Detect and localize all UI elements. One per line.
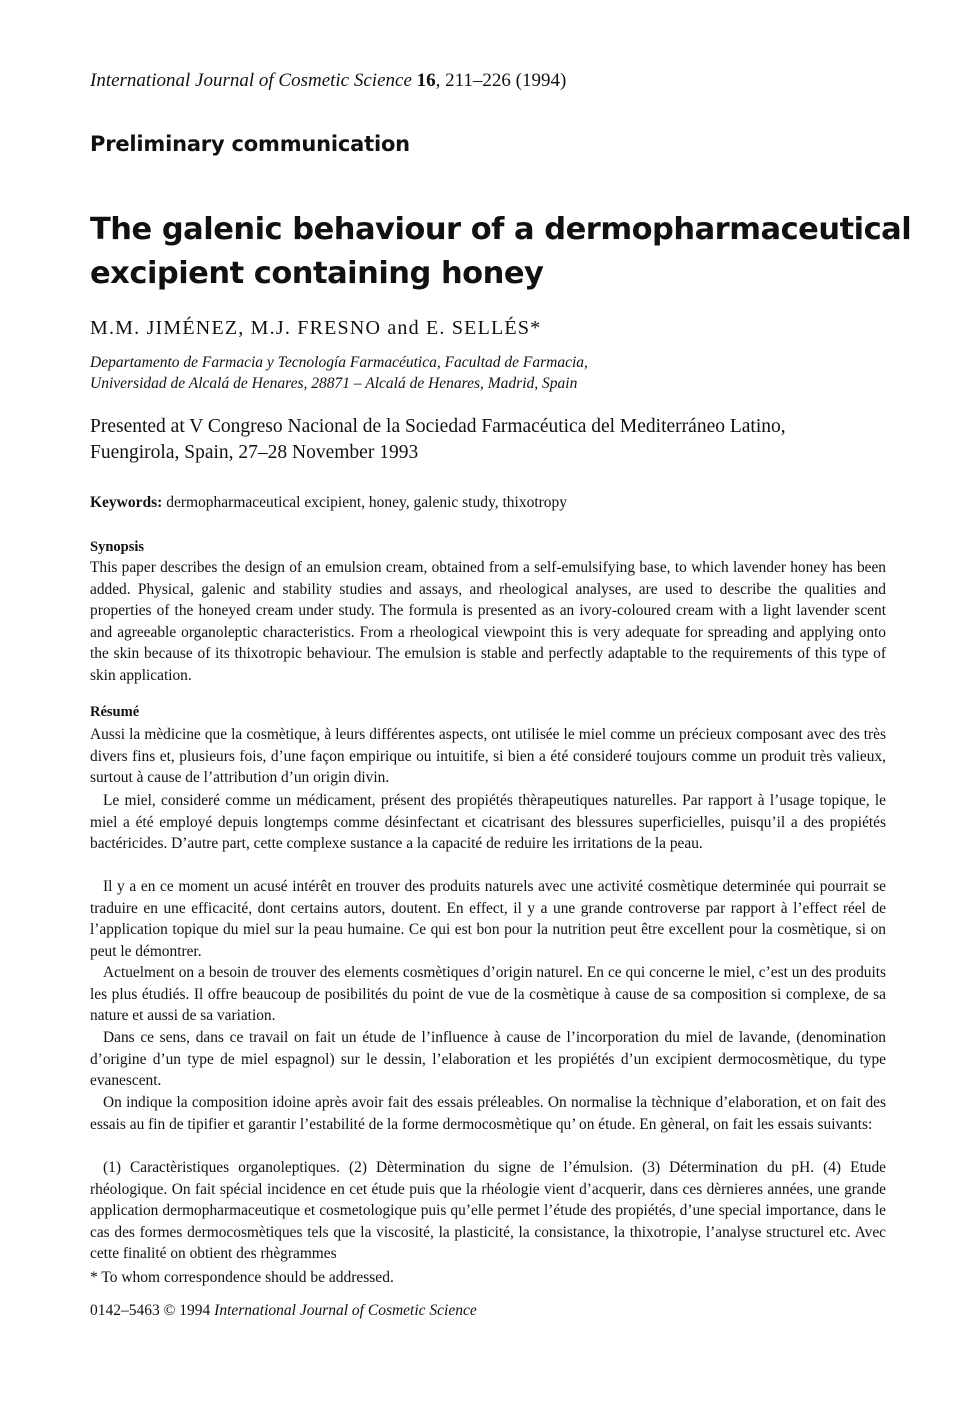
author-list: M.M. JIMÉNEZ, M.J. FRESNO and E. SELLÉS* xyxy=(90,317,542,339)
resume-paragraph: On indique la composition idoine après avoir fait des essais préleables. On normalise la tèchnique d’elaboration, et on fait des essais au fin de tipifier et garantir l’estabilité de la forme dermocosmètique qu’ on étude. En gèneral, on fait les essais suivants: xyxy=(90,1094,886,1133)
article-title-line: excipient containing honey xyxy=(90,256,544,291)
article-title-line: The galenic behaviour of a dermopharmaceutical xyxy=(90,212,912,247)
keywords-label: Keywords: xyxy=(90,494,163,511)
copyright-journal: International Journal of Cosmetic Science xyxy=(214,1302,477,1319)
journal-pages-year: , 211–226 (1994) xyxy=(435,70,567,91)
resume-heading: Résumé xyxy=(90,704,140,720)
resume-paragraph: (1) Caractèristiques organoleptiques. (2) Dètermination du signe de l’émulsion. (3) Détermination du pH. (4) Etude rhéologique. On fait spécial incidence en cet étude puis que la rhéologie vient d’acquerir, dans ces dèrnieres années, une grande application dermopharmaceutique et cosmetologique puis qu’elle permet l’étude des propiétés, d’une special importance, dans le cas des formes dermocosmètiques tels que la viscosité, la plasticité, la consistance, la thixotropie, l’analyse structurel etc. Avec cette finalité on obtient des rhègrammes xyxy=(90,1159,886,1263)
journal-volume: 16 xyxy=(416,70,436,91)
presented-line: Fuengirola, Spain, 27–28 November 1993 xyxy=(90,442,419,463)
copyright-line xyxy=(90,1302,477,1320)
journal-name: International Journal of Cosmetic Science xyxy=(90,70,412,91)
affiliation-line: Universidad de Alcalá de Henares, 28871 – Alcalá de Henares, Madrid, Spain xyxy=(90,375,578,392)
keywords xyxy=(90,494,567,512)
resume-paragraph: Le miel, consideré comme un médicament, présent des propiétés thèrapeutiques naturelles. Par rapport à l’usage topique, le miel a été employé depuis longtemps comme désinfectant et cicatrisant des blessures superficielles, puisqu’il a des propiétés bactéricides. D’autre part, cette complexe sustance a la capacité de reduire les irritations de la peau. xyxy=(90,792,886,853)
copyright-issn: 0142–5463 © 1994 xyxy=(90,1302,211,1319)
resume-paragraph: Aussi la mèdicine que la cosmètique, à leurs différentes aspects, ont utilisée le miel comme un précieux composant avec des très divers fins et, plusieurs fois, d’une façon empirique ou intuitife, si bien a été consideré toujours comme un produit très valieux, surtout à cause de l’attribution d’un origin divin. xyxy=(90,726,886,787)
journal-citation xyxy=(90,70,566,92)
synopsis-text: This paper describes the design of an emulsion cream, obtained from a self-emulsifying base, to which lavender honey has been added. Physical, galenic and stability studies and assays, and rheological analyses, are used to describe the qualities and properties of the honeyed cream under study. The formula is presented as an ivory-coloured cream with a light lavender scent and agreeable organoleptic characteristics. From a rheological viewpoint this is very adequate for spreading and applying onto the skin because of its thixotropic behaviour. The emulsion is stable and perfectly adaptable to the requirements of this type of skin application. xyxy=(90,559,886,684)
section-label: Preliminary communication xyxy=(90,132,410,156)
affiliation-line: Departamento de Farmacia y Tecnología Farmacéutica, Facultad de Farmacia, xyxy=(90,354,588,371)
affiliation xyxy=(90,352,588,394)
synopsis-heading: Synopsis xyxy=(90,539,145,555)
footnote: * To whom correspondence should be addressed. xyxy=(90,1269,394,1286)
resume-paragraph: Actuelment on a besoin de trouver des elements cosmètiques d’origin naturel. En ce qui concerne le miel, c’est un des produits les plus étudiés. Il offre beaucoup de posibilités du point de vue de la cosmètique à cause de sa composition si complexe, de sa nature et aussi de sa variation. xyxy=(90,964,886,1025)
resume-paragraph: Dans ce sens, dans ce travail on fait un étude de l’influence à cause de l’incorporation du miel de lavande, (denomination d’origine d’un type de miel espagnol) sur le dessin, l’elaboration et les propiétés d’un excipient dermocosmètique, du type evanescent. xyxy=(90,1029,886,1090)
resume-paragraph: Il y a en ce moment un acusé intérêt en trouver des produits naturels avec une activité cosmètique determinée qui pourrait se traduire en une efficacité, dont certains autors, doutent. En effect, il y a une grande controverse par rapport à l’effect réel de l’application topique du miel sur la peau humaine. Ce qui est bon pour la nutrition peut être excellent pour la cosmètique, si on peut le démontrer. xyxy=(90,878,886,960)
presented-line: Presented at V Congreso Nacional de la Sociedad Farmacéutica del Mediterráneo Latino, xyxy=(90,416,786,437)
article-title xyxy=(90,208,912,296)
keywords-text: dermopharmaceutical excipient, honey, galenic study, thixotropy xyxy=(166,494,568,511)
presented-note xyxy=(90,414,786,466)
